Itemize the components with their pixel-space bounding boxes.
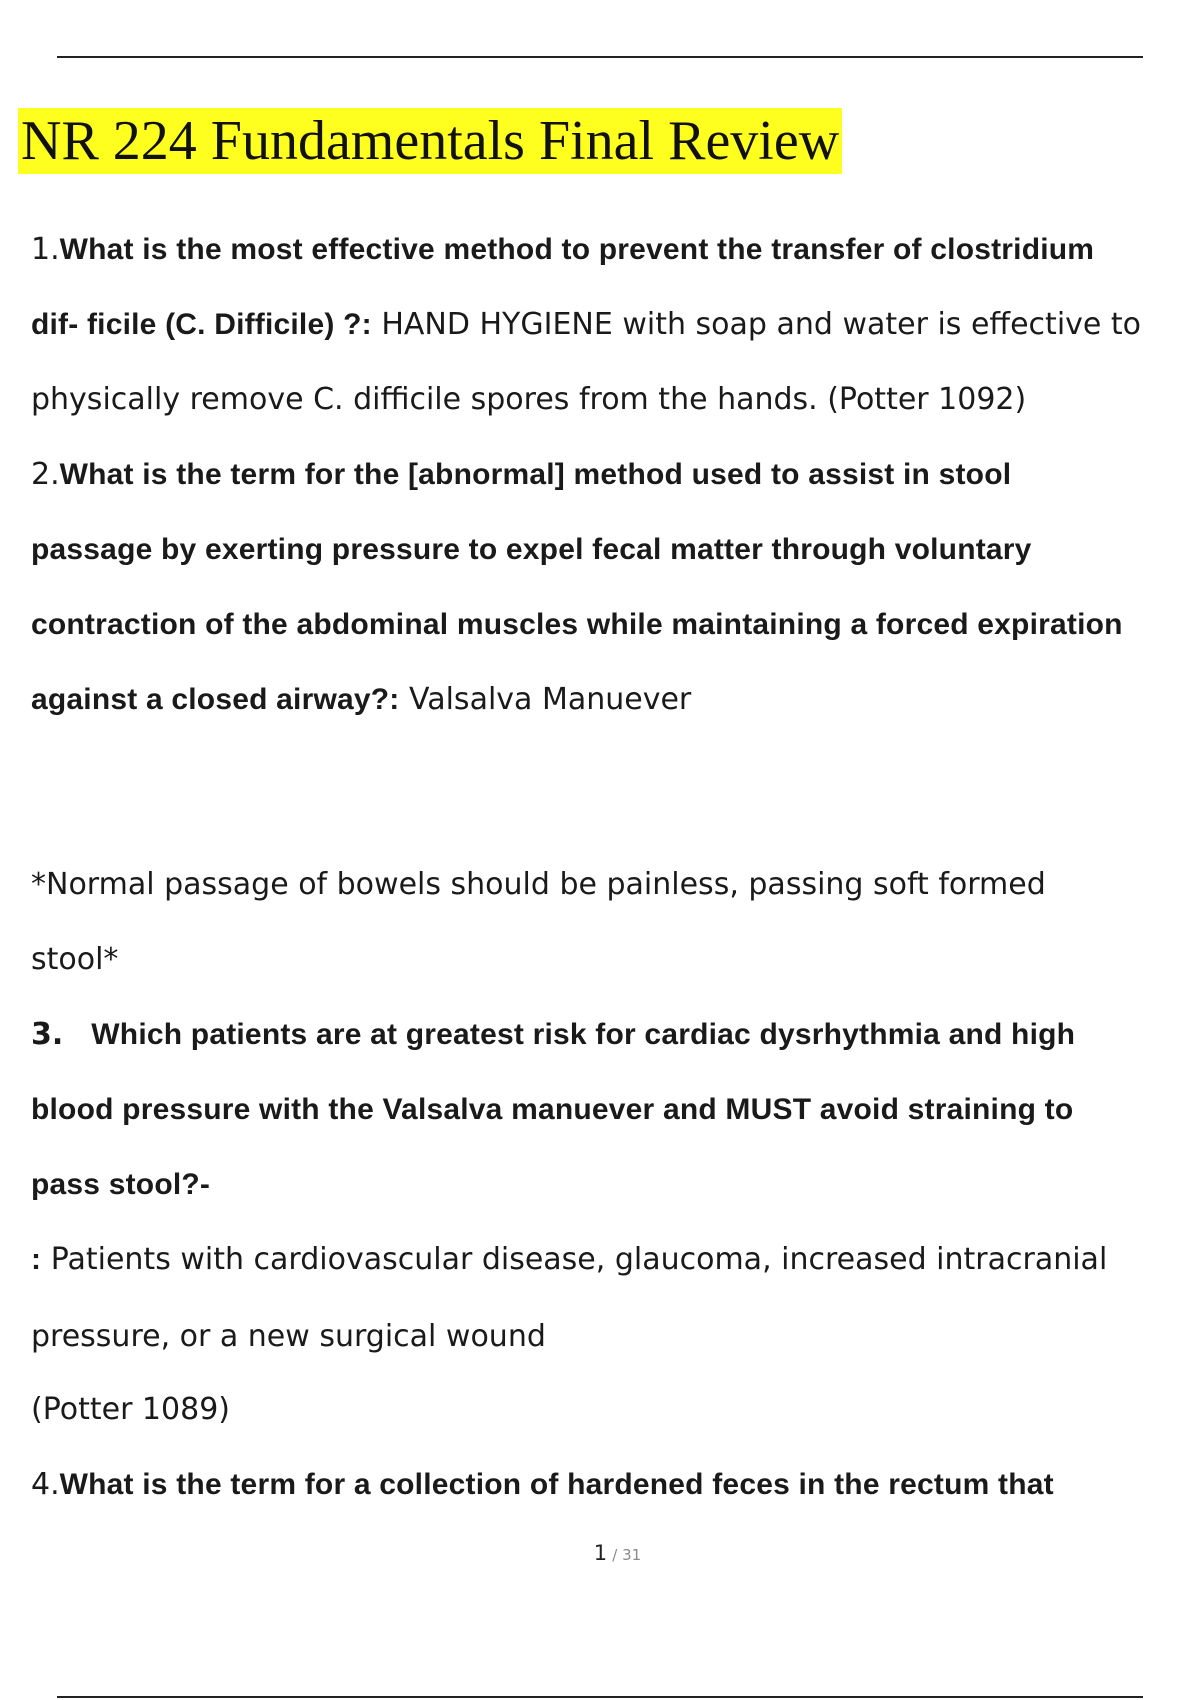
question-line [31, 1090, 1073, 1130]
question-number: 4. [31, 1467, 60, 1502]
current-page: 1 [593, 1541, 608, 1565]
question-text: passage by exerting pressure to expel fecal matter through voluntary [31, 533, 1032, 566]
question-text: What is the term for the [abnormal] method used to assist in stool [59, 458, 1012, 491]
question-line [31, 680, 691, 720]
answer-text: pressure, or a new surgical wound [31, 1319, 546, 1354]
question-text: dif- ficile (C. Difficile) ?: [31, 308, 372, 341]
answer-text: (Potter 1089) [31, 1392, 230, 1427]
question-line [31, 230, 1094, 270]
note-line [31, 865, 1046, 905]
question-text: What is the most effective method to prevent the transfer of clostridium [59, 233, 1095, 266]
question-line [31, 305, 1141, 345]
answer-line [31, 1240, 1107, 1280]
question-number: 2. [31, 457, 60, 492]
answer-text: HAND HYGIENE with soap and water is effective to [371, 307, 1142, 342]
question-line [31, 1465, 1054, 1505]
answer-text: Patients with cardiovascular disease, glaucoma, increased intracranial [41, 1242, 1108, 1277]
question-line [31, 455, 1011, 495]
question-text: blood pressure with the Valsalva manuever and MUST avoid straining to [31, 1093, 1074, 1126]
question-text: Which patients are at greatest risk for cardiac dysrhythmia and high [91, 1018, 1076, 1051]
question-number: 1. [31, 232, 60, 267]
question-text: against a closed airway?: [31, 683, 400, 716]
question-line [31, 530, 1032, 570]
total-pages: / 31 [612, 1546, 642, 1564]
answer-prefix: : [31, 1243, 42, 1276]
document-title: NR 224 Fundamentals Final Review [18, 108, 842, 174]
note-line [31, 940, 118, 980]
question-number: 3. [31, 1017, 64, 1052]
answer-text: Valsalva Manuever [399, 682, 692, 717]
page-indicator [0, 1541, 1200, 1565]
question-text: What is the term for a collection of hardened feces in the rectum that [59, 1468, 1054, 1501]
note-text: *Normal passage of bowels should be painless, passing soft formed [31, 867, 1046, 902]
question-line [31, 1015, 1075, 1055]
question-line [31, 605, 1123, 645]
bottom-rule [57, 1696, 1143, 1698]
answer-line [31, 380, 1026, 420]
answer-line [31, 1390, 230, 1430]
note-text: stool* [31, 942, 119, 977]
question-text: contraction of the abdominal muscles while maintaining a forced expiration [31, 608, 1123, 641]
question-line [31, 1165, 210, 1205]
question-text: pass stool?- [31, 1168, 211, 1201]
answer-text: physically remove C. difficile spores from the hands. (Potter 1092) [31, 382, 1027, 417]
top-rule [57, 56, 1143, 58]
answer-line [31, 1317, 546, 1357]
